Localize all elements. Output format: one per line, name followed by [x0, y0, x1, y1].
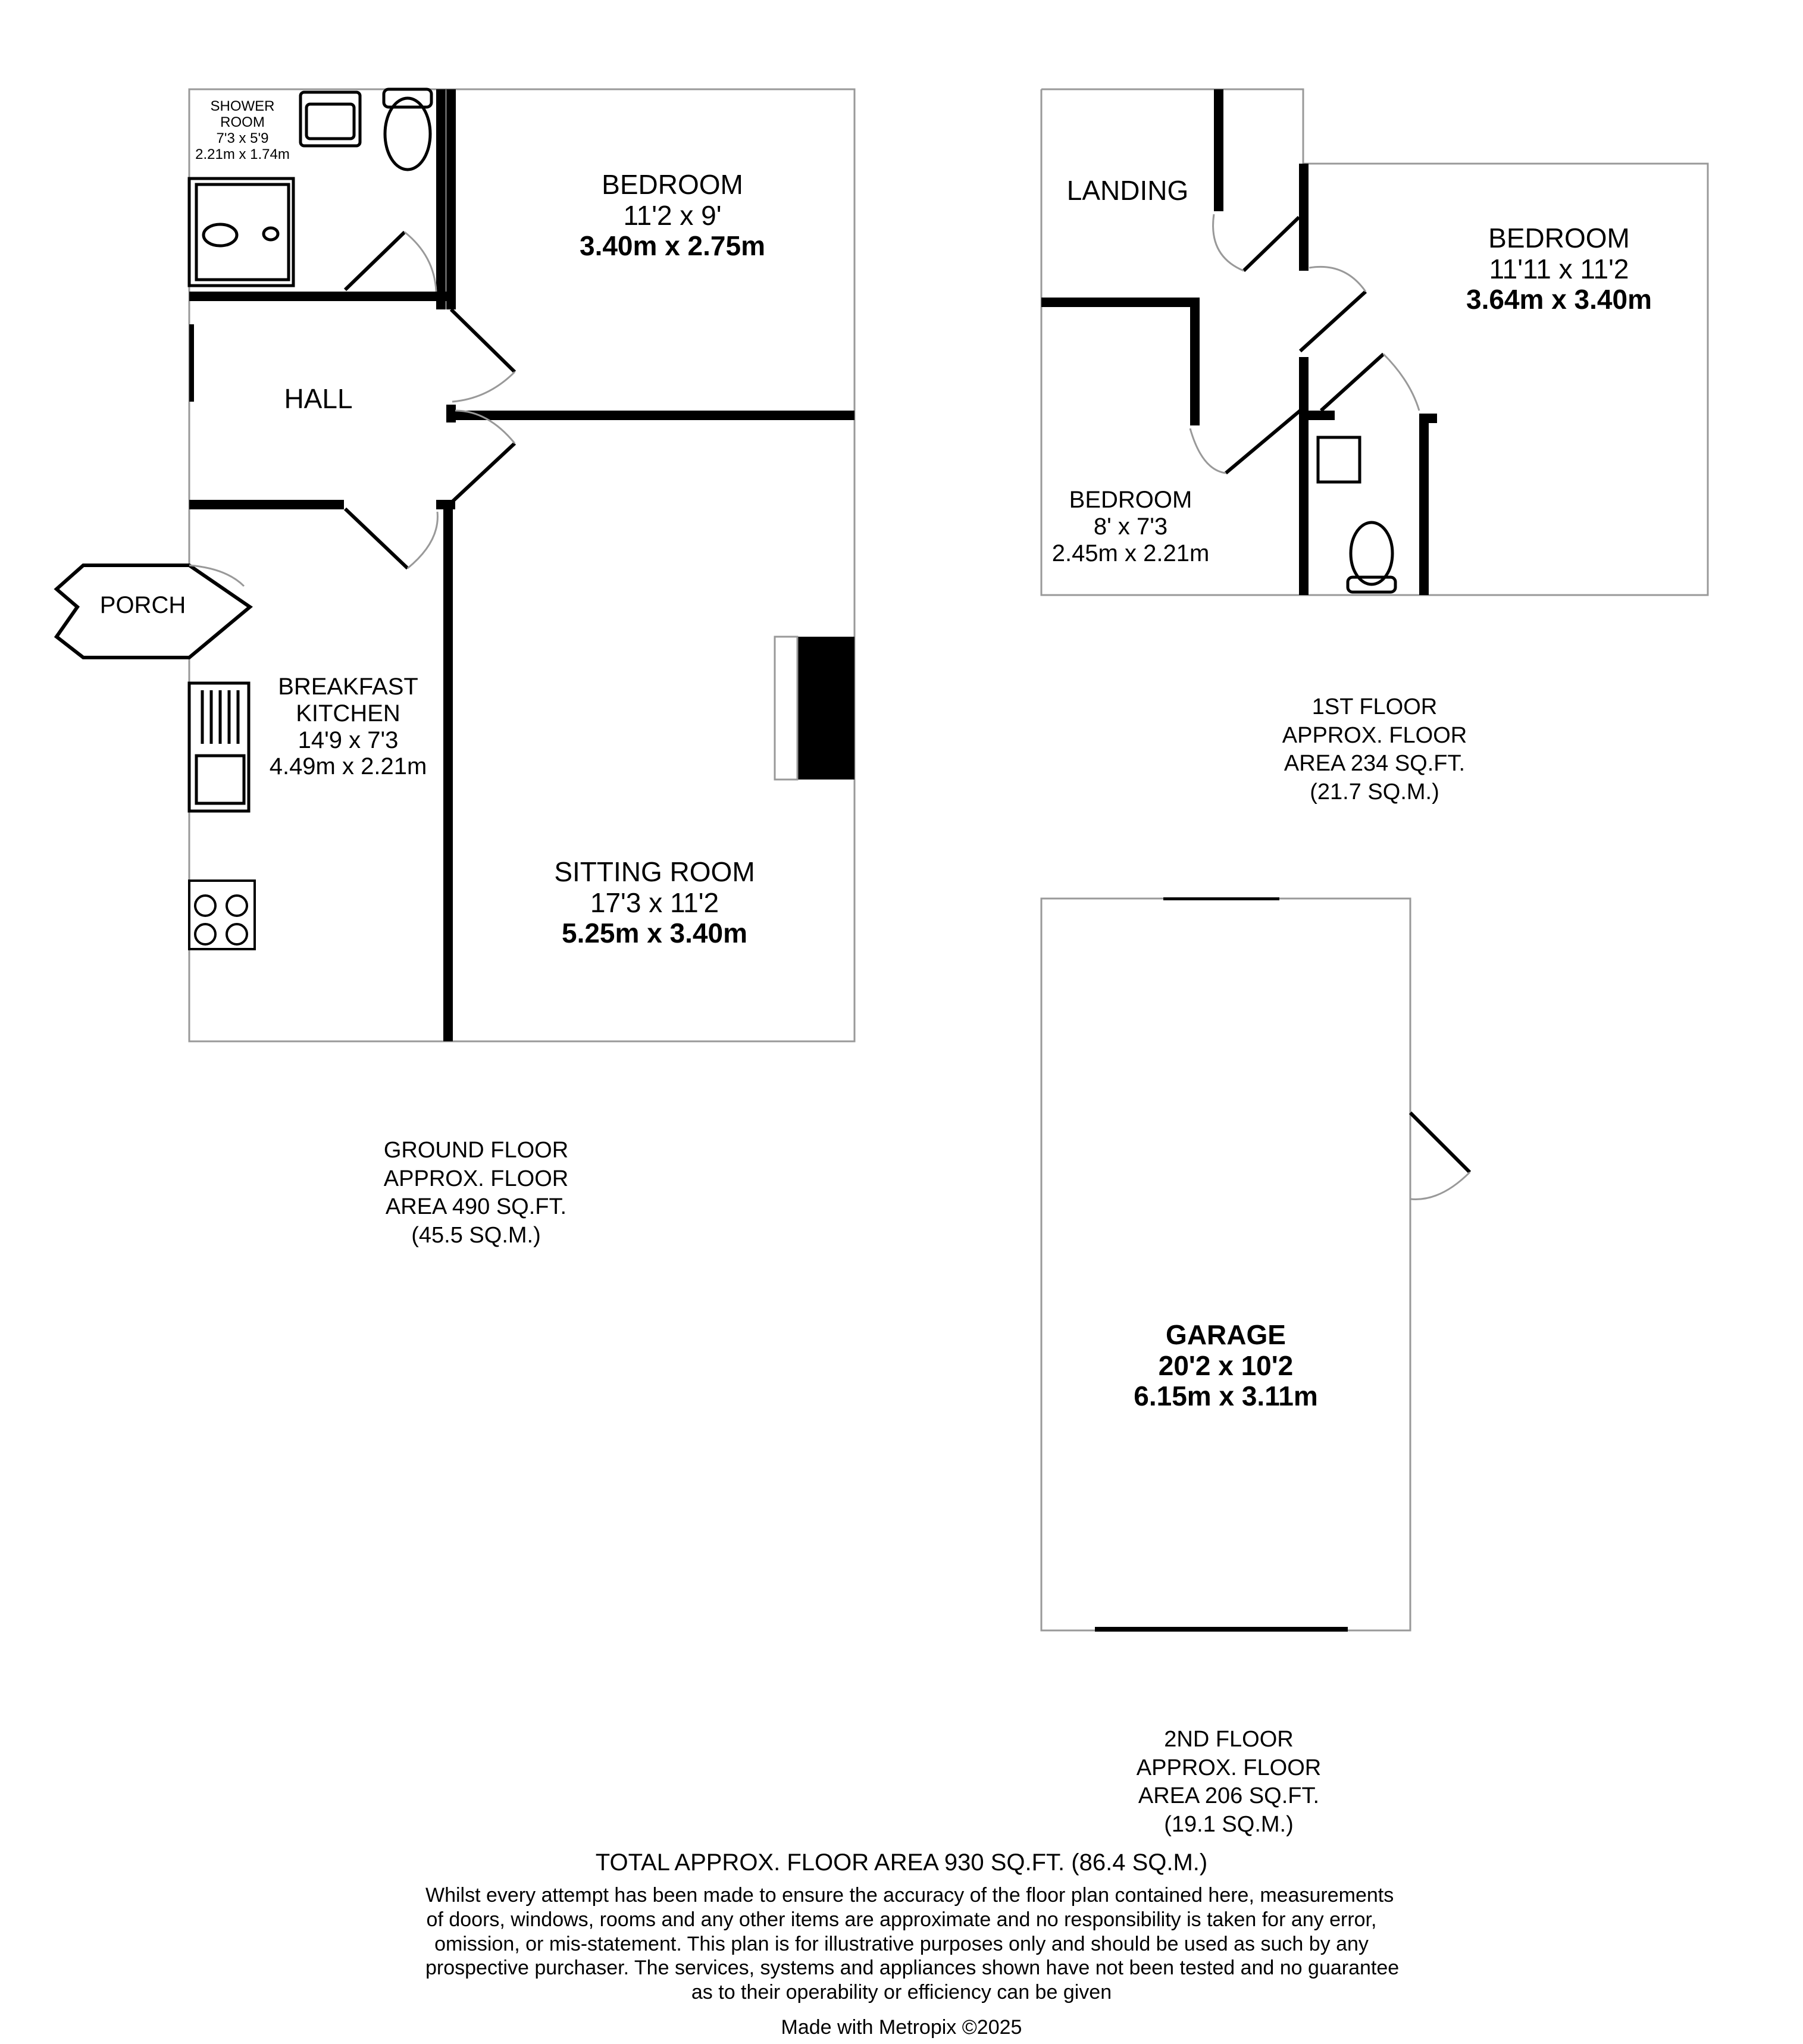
room-dim-metric: 2.45m x 2.21m	[1051, 540, 1210, 566]
disclaimer-line: prospective purchaser. The services, systems and appliances shown have not been tested and no guarantee	[425, 1957, 1400, 1980]
room-dim-metric: 3.40m x 2.75m	[579, 230, 765, 262]
room-name: BEDROOM	[1488, 223, 1630, 253]
door	[1244, 217, 1299, 271]
room-name: BREAKFAST	[278, 674, 418, 700]
porch-label	[77, 592, 208, 619]
room-dim-imperial: 11'2 x 9'	[623, 199, 722, 231]
wall	[1041, 298, 1199, 307]
garage-outline	[1041, 899, 1410, 1630]
landing-label	[1047, 176, 1208, 206]
room-dim-imperial: 14'9 x 7'3	[298, 727, 399, 753]
ground-floor-area	[298, 1137, 655, 1250]
room-dim-imperial: 11'11 x 11'2	[1489, 253, 1629, 284]
room-name: ROOM	[220, 114, 265, 130]
garage-door	[1095, 1627, 1348, 1632]
hall-label	[250, 384, 387, 415]
breakfast-kitchen-label	[250, 674, 446, 780]
first-floor-area	[1196, 693, 1553, 806]
area-line: APPROX. FLOOR	[1136, 1755, 1322, 1780]
toilet	[1351, 522, 1392, 584]
garage-door	[1163, 897, 1279, 900]
room-name: BEDROOM	[1069, 487, 1192, 513]
area-line: 2ND FLOOR	[1164, 1727, 1294, 1752]
credit	[663, 2016, 1140, 2039]
second-floor-area	[1050, 1726, 1407, 1839]
wall	[1214, 89, 1223, 211]
chimney	[797, 637, 854, 780]
area-line: (19.1 SQ.M.)	[1164, 1811, 1294, 1837]
room-name: PORCH	[99, 592, 186, 618]
room-dim-imperial: 20'2 x 10'2	[1158, 1350, 1294, 1381]
room-dim-metric: 4.49m x 2.21m	[269, 753, 427, 780]
disclaimer-line: omission, or mis-statement. This plan is for illustrative purposes only and should be used as such by any	[434, 1932, 1369, 1955]
area-line: APPROX. FLOOR	[1282, 722, 1467, 748]
door	[1300, 292, 1366, 351]
door	[345, 232, 405, 290]
wall	[1299, 357, 1309, 595]
area-line: AREA 206 SQ.FT.	[1138, 1783, 1320, 1808]
door	[451, 309, 515, 372]
area-line: (45.5 SQ.M.)	[411, 1222, 541, 1248]
shower-drain	[204, 224, 237, 246]
room-name: LANDING	[1066, 175, 1189, 206]
shower-room-label	[190, 99, 295, 163]
room-dim-metric: 2.21m x 1.74m	[195, 146, 290, 162]
room-name: SHOWER	[210, 98, 275, 114]
room-dim-imperial: 8' x 7'3	[1093, 513, 1168, 540]
wall	[1419, 414, 1437, 423]
wall	[446, 405, 456, 422]
door	[345, 509, 408, 568]
credit-text: Made with Metropix ©2025	[781, 2016, 1022, 2039]
door	[1321, 354, 1383, 411]
wall	[446, 89, 456, 309]
wall	[1419, 414, 1429, 595]
room-dim-metric: 6.15m x 3.11m	[1134, 1381, 1318, 1412]
room-dim-imperial: 17'3 x 11'2	[590, 887, 719, 918]
wall	[189, 324, 194, 402]
wall	[436, 89, 446, 309]
ground-bedroom-label	[494, 170, 851, 262]
window	[775, 637, 797, 780]
disclaimer-line: Whilst every attempt has been made to ensure the accuracy of the floor plan contained here, measurements	[425, 1884, 1394, 1907]
first-bedroom-large-label	[1381, 223, 1738, 315]
disclaimer	[425, 1883, 1400, 2005]
area-line: (21.7 SQ.M.)	[1310, 779, 1439, 805]
room-dim-imperial: 7'3 x 5'9	[216, 130, 269, 146]
wall	[1299, 164, 1309, 271]
wall	[446, 411, 854, 420]
wall	[1299, 411, 1335, 420]
garage-label	[1047, 1320, 1404, 1412]
room-name: BEDROOM	[602, 169, 743, 200]
wall	[189, 292, 451, 301]
area-line: AREA 490 SQ.FT.	[385, 1194, 567, 1219]
area-line: APPROX. FLOOR	[383, 1166, 569, 1191]
first-bedroom-small-label	[1029, 487, 1232, 566]
toilet	[385, 98, 430, 170]
shower-head	[264, 228, 278, 240]
total-floor-area	[485, 1849, 1318, 1876]
total-text: TOTAL APPROX. FLOOR AREA 930 SQ.FT. (86.4 SQ.M.)	[595, 1849, 1208, 1876]
disclaimer-line: as to their operability or efficiency can be given	[691, 1981, 1112, 2004]
room-dim-metric: 5.25m x 3.40m	[561, 918, 747, 949]
area-line: AREA 234 SQ.FT.	[1284, 751, 1466, 776]
area-line: 1ST FLOOR	[1311, 694, 1438, 719]
sitting-room-label	[476, 857, 833, 949]
room-name: HALL	[284, 383, 353, 414]
door	[451, 443, 515, 503]
kitchen-sink-inner	[196, 756, 244, 803]
door	[1410, 1113, 1470, 1172]
room-name: KITCHEN	[296, 700, 400, 727]
wall	[189, 500, 344, 509]
room-name: GARAGE	[1166, 1319, 1286, 1350]
room-name: SITTING ROOM	[554, 856, 755, 887]
wall	[1190, 298, 1200, 425]
room-dim-metric: 3.64m x 3.40m	[1466, 284, 1652, 315]
basin-inner	[306, 104, 354, 139]
area-line: GROUND FLOOR	[383, 1138, 569, 1163]
disclaimer-line: of doors, windows, rooms and any other items are approximate and no responsibility is taken for any error,	[426, 1908, 1377, 1931]
door	[1226, 411, 1300, 473]
basin	[1318, 437, 1360, 482]
shower-inner	[196, 184, 289, 280]
